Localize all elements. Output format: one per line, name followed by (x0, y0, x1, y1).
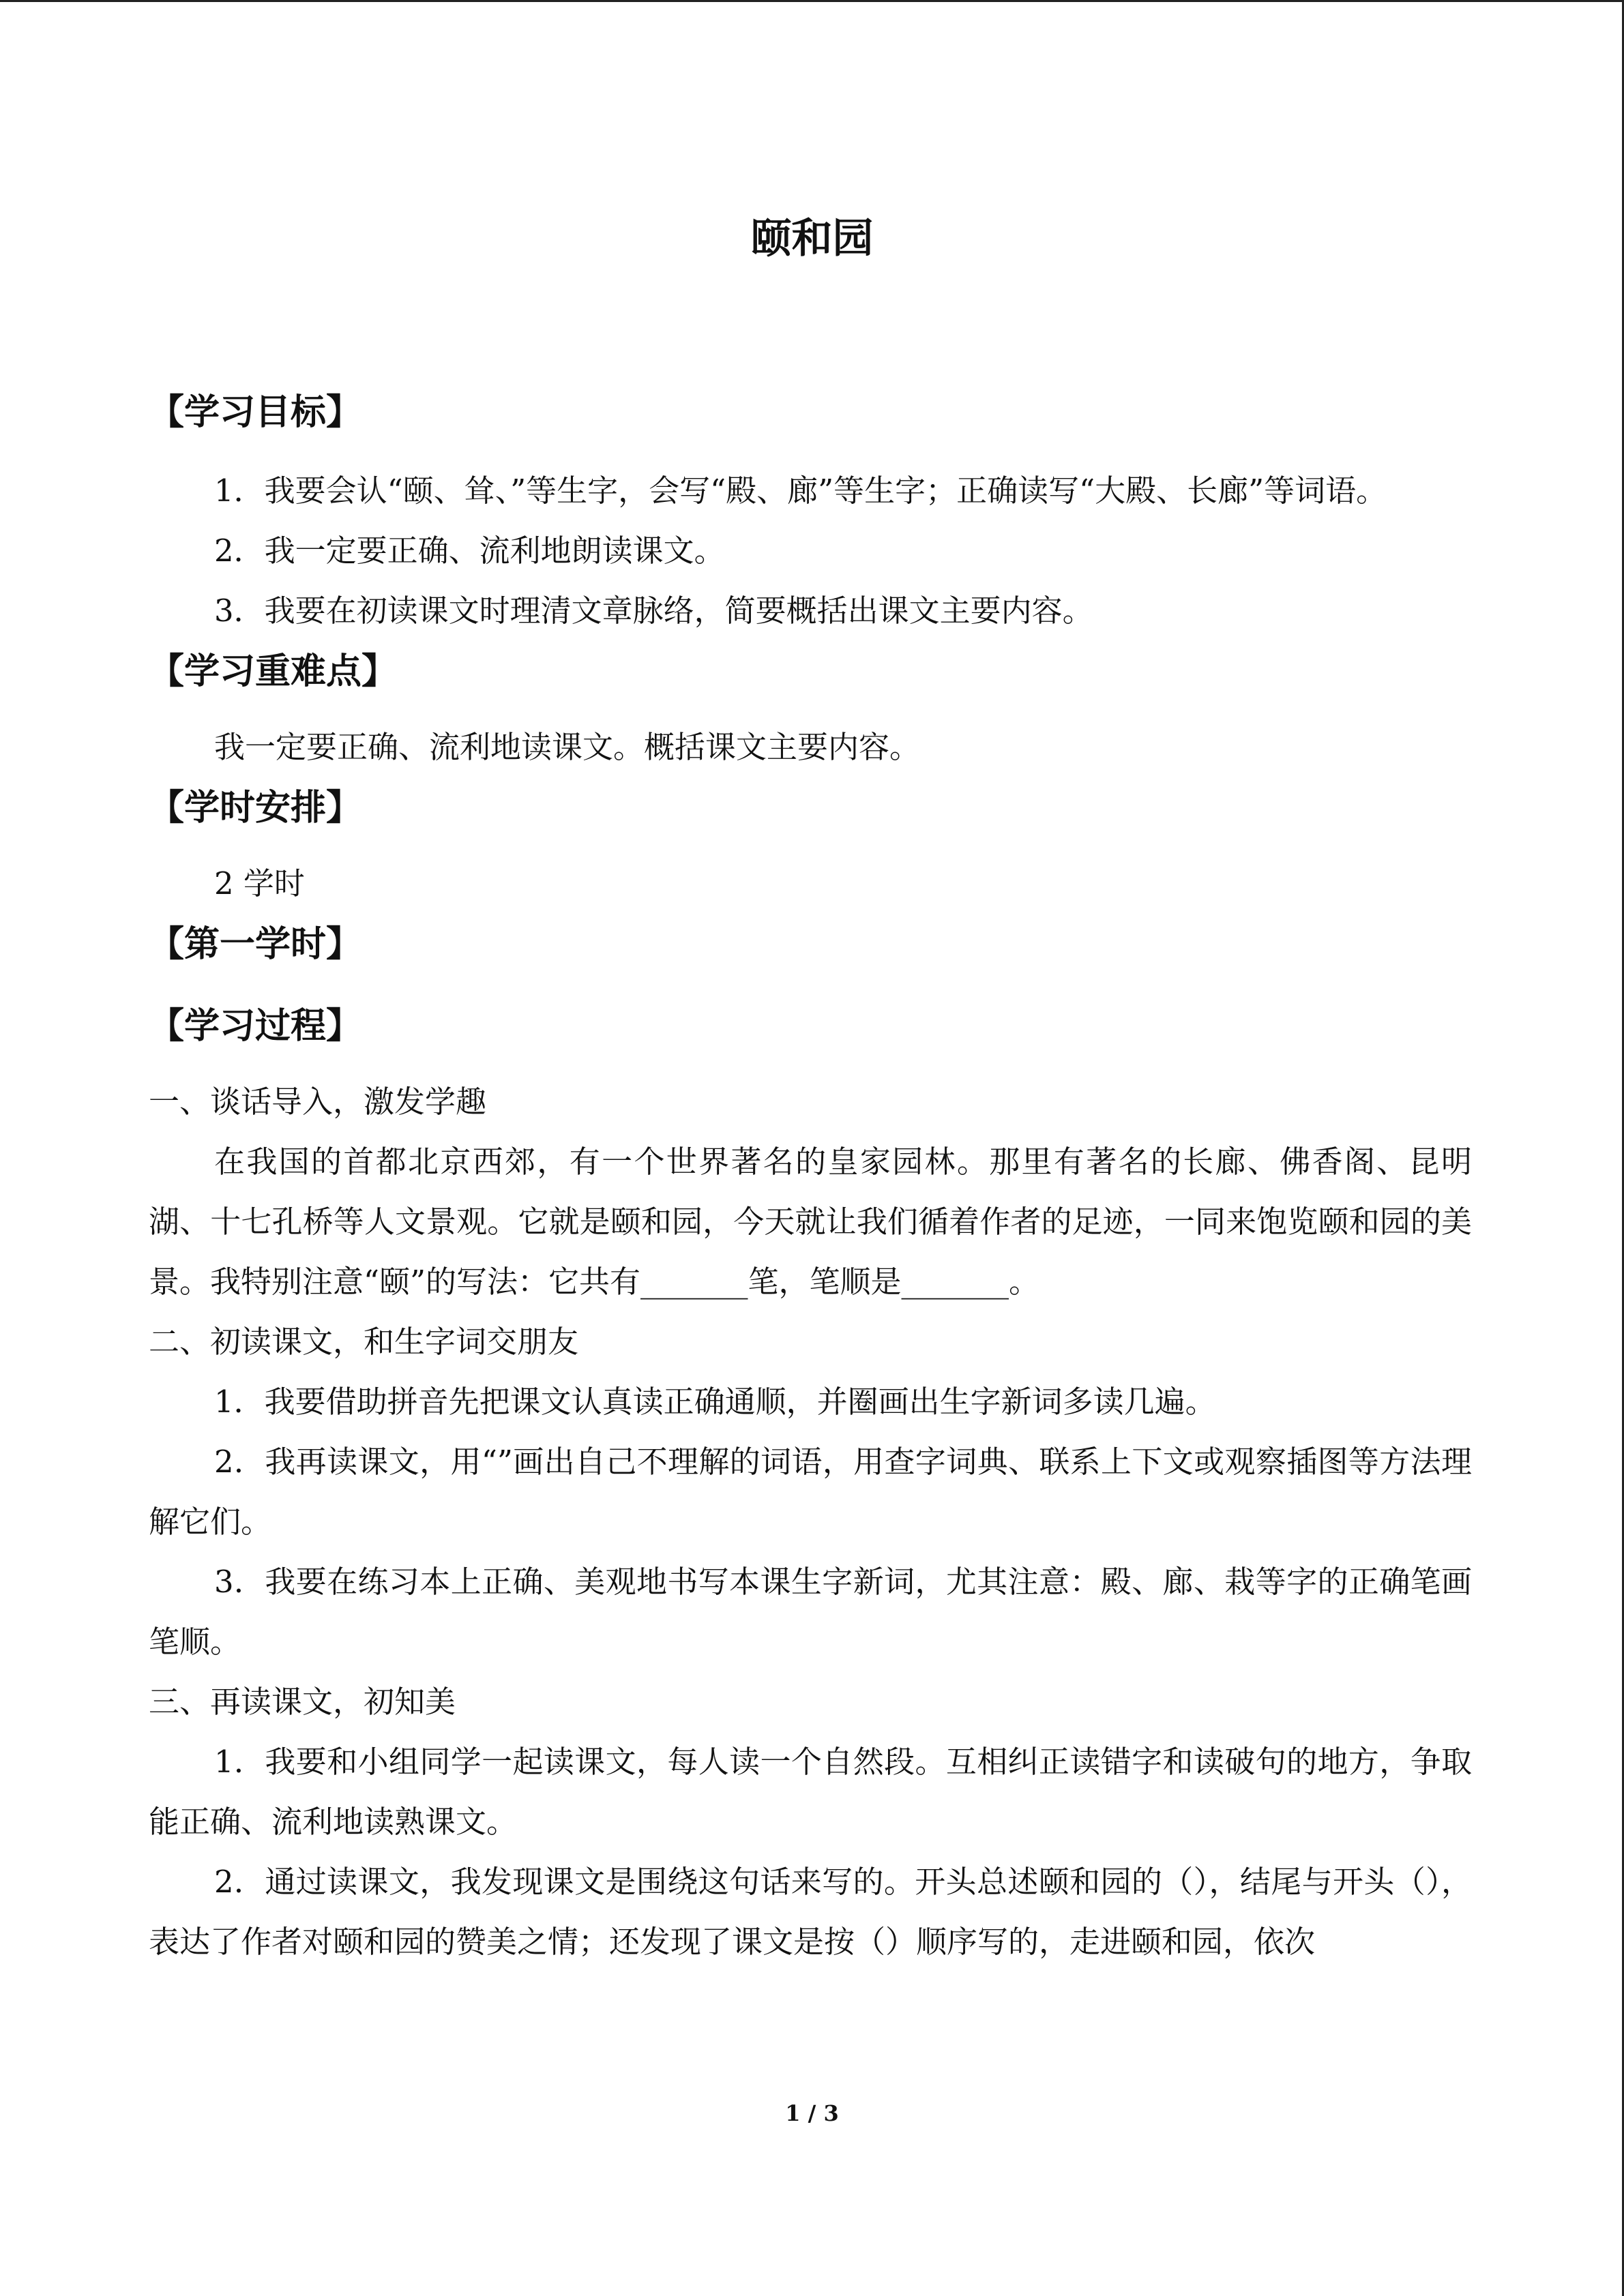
document-body (149, 382, 1472, 1972)
heading-schedule: 【学时安排】 (149, 787, 362, 829)
heading-keypoints: 【学习重难点】 (149, 651, 398, 692)
step2-title: 二、初读课文，和生字词交朋友 (149, 1324, 579, 1360)
goal-item-3: 3．我要在初读课文时理清文章脉络，简要概括出课文主要内容。 (214, 593, 1093, 629)
goal-item-1: 1．我要会认“颐、耸、”等生字，会写“殿、廊”等生字；正确读写“大殿、长廊”等词语。 (214, 473, 1387, 509)
step1-text: 在我国的首都北京西郊，有一个世界著名的皇家园林。那里有著名的长廊、佛香阁、昆明湖、十七孔桥等人文景观。它就是颐和园，今天就让我们循着作者的足迹，一同来饱览颐和园的美景。我特别注意“颐”的写法：它共有_______笔，笔顺是_______。 (149, 1144, 1472, 1300)
step2-item-2: 2．我再读课文，用“”画出自己不理解的词语，用查字词典、联系上下文或观察插图等方法理解它们。 (149, 1444, 1472, 1540)
schedule-text: 2 学时 (214, 865, 305, 901)
page-title: 颐和园 (750, 215, 874, 263)
step2-item-3: 3．我要在练习本上正确、美观地书写本课生字新词，尤其注意：殿、廊、栽等字的正确笔画笔顺。 (149, 1564, 1472, 1660)
step3-item-1: 1．我要和小组同学一起读课文，每人读一个自然段。互相纠正读错字和读破句的地方，争取能正确、流利地读熟课文。 (149, 1744, 1472, 1840)
step3-item-2: 2．通过读课文，我发现课文是围绕这句话来写的。开头总述颐和园的（），结尾与开头（），表达了作者对颐和园的赞美之情；还发现了课文是按（）顺序写的，走进颐和园，依次 (149, 1864, 1472, 1960)
goal-item-2: 2．我一定要正确、流利地朗读课文。 (214, 533, 725, 569)
heading-first-period: 【第一学时】 (149, 923, 362, 965)
page-number: 1 / 3 (785, 2100, 839, 2126)
step2-item-1: 1．我要借助拼音先把课文认真读正确通顺，并圈画出生字新词多读几遍。 (214, 1384, 1216, 1420)
heading-goals: 【学习目标】 (149, 391, 362, 433)
top-border-line (0, 0, 1624, 2)
step3-title: 三、再读课文，初知美 (149, 1684, 456, 1720)
keypoints-text: 我一定要正确、流利地读课文。概括课文主要内容。 (214, 729, 921, 765)
step1-title: 一、谈话导入，激发学趣 (149, 1084, 487, 1120)
heading-process: 【学习过程】 (149, 1005, 362, 1047)
